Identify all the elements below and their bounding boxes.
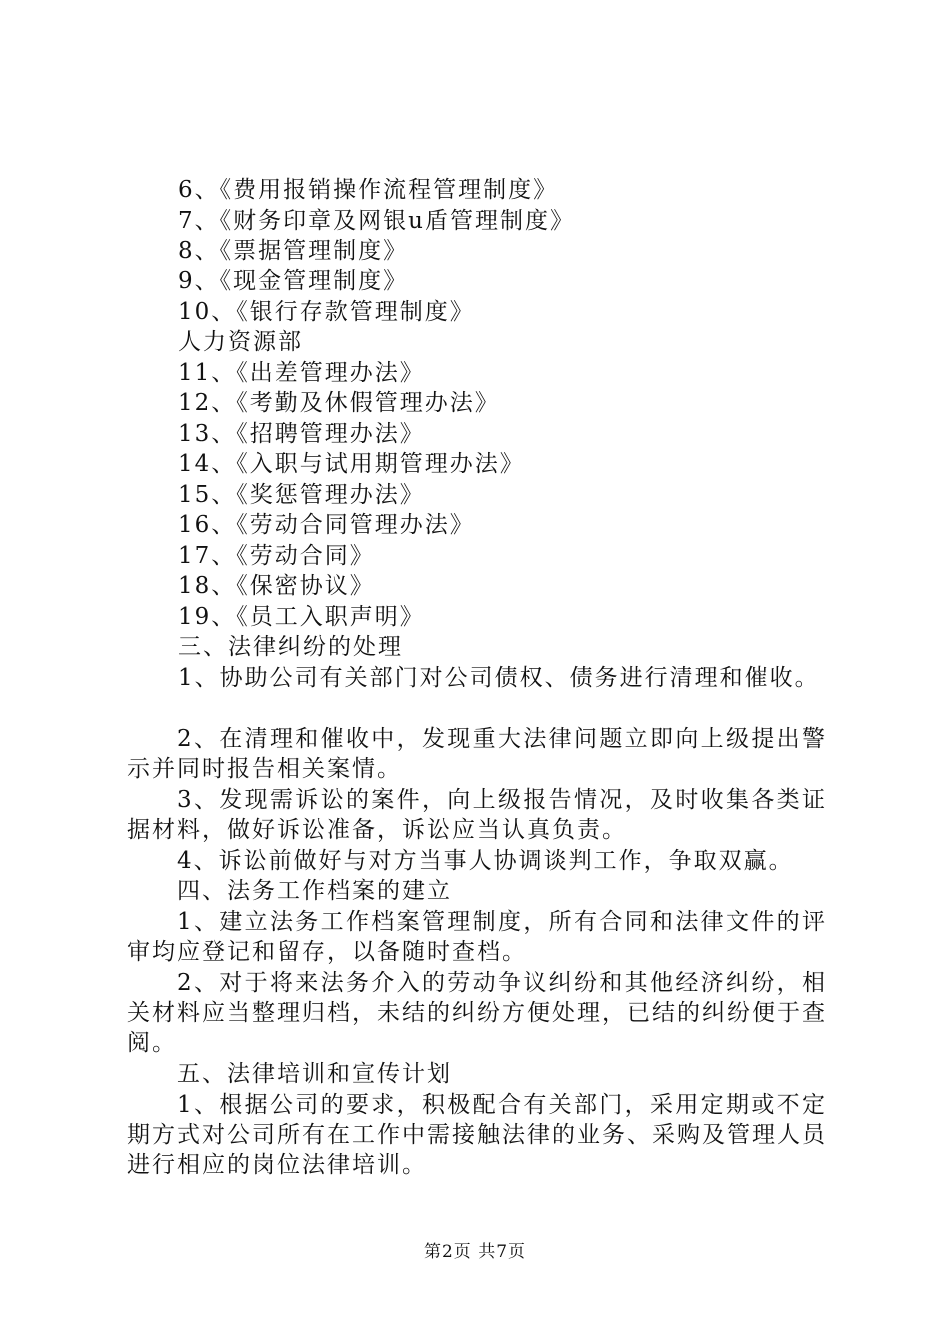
section-heading: 三、法律纠纷的处理 <box>178 634 403 660</box>
list-line: 14、《入职与试用期管理办法》 <box>178 451 525 477</box>
list-line: 11、《出差管理办法》 <box>178 360 425 386</box>
list-line: 17、《劳动合同》 <box>178 543 375 569</box>
list-line: 19、《员工入职声明》 <box>178 604 425 630</box>
list-line: 6、《费用报销操作流程管理制度》 <box>178 177 559 203</box>
list-line: 10、《银行存款管理制度》 <box>178 299 475 325</box>
list-line: 13、《招聘管理办法》 <box>178 421 425 447</box>
list-line: 15、《奖惩管理办法》 <box>178 482 425 508</box>
section-heading: 人力资源部 <box>178 329 303 355</box>
paragraph: 1、建立法务工作档案管理制度，所有合同和法律文件的评审均应登记和留存，以备随时查档。 <box>127 909 827 965</box>
paragraph: 1、协助公司有关部门对公司债权、债务进行清理和催收。 <box>178 665 820 691</box>
paragraph: 2、在清理和催收中，发现重大法律问题立即向上级提出警示并同时报告相关案情。 <box>127 726 827 782</box>
list-line: 7、《财务印章及网银u盾管理制度》 <box>178 208 575 234</box>
list-line: 9、《现金管理制度》 <box>178 268 409 294</box>
list-line: 16、《劳动合同管理办法》 <box>178 512 475 538</box>
list-line: 8、《票据管理制度》 <box>178 238 409 264</box>
section-heading: 四、法务工作档案的建立 <box>177 878 452 904</box>
paragraph: 2、对于将来法务介入的劳动争议纠纷和其他经济纠纷，相关材料应当整理归档，未结的纠纷方便处理，已结的纠纷便于查阅。 <box>127 970 827 1056</box>
section-heading: 五、法律培训和宣传计划 <box>177 1061 452 1087</box>
page-footer: 第2页 共7页 <box>423 1242 527 1262</box>
paragraph: 1、根据公司的要求，积极配合有关部门，采用定期或不定期方式对公司所有在工作中需接触法律的业务、采购及管理人员进行相应的岗位法律培训。 <box>127 1092 827 1178</box>
list-line: 18、《保密协议》 <box>178 573 375 599</box>
paragraph: 3、发现需诉讼的案件，向上级报告情况，及时收集各类证据材料，做好诉讼准备，诉讼应当认真负责。 <box>127 787 827 843</box>
paragraph: 4、诉讼前做好与对方当事人协调谈判工作，争取双赢。 <box>177 848 794 874</box>
list-line: 12、《考勤及休假管理办法》 <box>178 390 500 416</box>
